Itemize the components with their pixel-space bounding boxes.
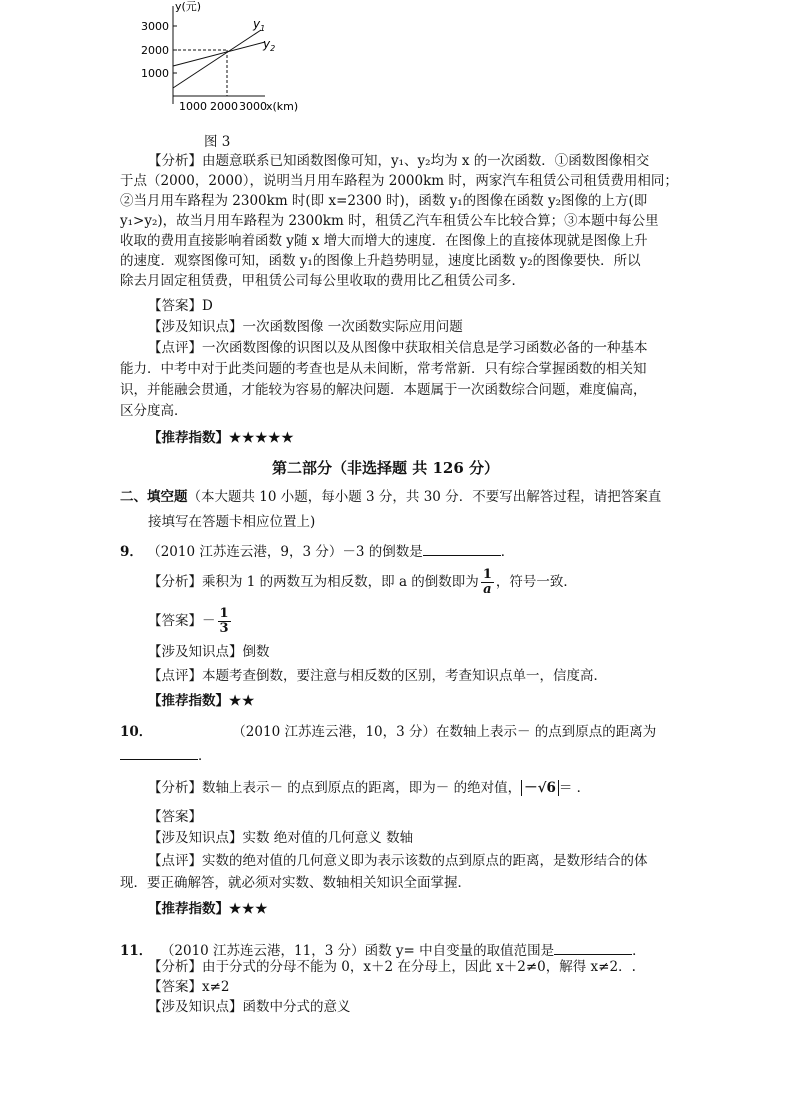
- x-tick-3000: 3000: [239, 100, 267, 113]
- q8-analysis-line-3: ②当月用车路程为 2300km 时(即 x=2300 时)，函数 y₁的图像在函数 y₂图像的上方(即: [120, 193, 648, 209]
- x-axis-label: x(km): [266, 100, 299, 113]
- y-tick-3000: 3000: [141, 20, 169, 33]
- q8-analysis-line-6: 的速度．观察图像可知，函数 y₁的图像上升趋势明显，速度比函数 y₂的图像要快．所以: [120, 253, 641, 269]
- section-heading: 二、填空题（本大题共 10 小题，每小题 3 分，共 30 分．不要写出解答过程，请把答案直: [120, 489, 662, 505]
- y-tick-1000: 1000: [141, 67, 169, 80]
- q10-stars: ★★★: [229, 901, 269, 917]
- q8-knowledge: 【涉及知识点】一次函数图像 一次函数实际应用问题: [148, 319, 463, 335]
- q10-analysis: 【分析】数轴上表示－ 的点到原点的距离，即为－ 的绝对值， －√6 ＝ ．: [148, 780, 591, 796]
- q9-answer-fraction: $\frac{1}{3}$: [219, 606, 229, 636]
- q8-comment-line-2: 能力．中考中对于此类问题的考查也是从未间断，常考常新．只有综合掌握函数的相关知: [120, 361, 647, 377]
- q10-comment-line-1: 【点评】实数的绝对值的几何意义即为表示该数的点到原点的距离，是数形结合的体: [148, 853, 648, 869]
- q10-stem-blank: ．: [120, 744, 212, 764]
- q8-recommend: 【推荐指数】★★★★★: [148, 430, 295, 446]
- q8-analysis-line-7: 除去月固定租赁费，甲租赁公司每公里收取的费用比乙租赁公司多．: [120, 273, 525, 289]
- line2-label: $y_2$: [263, 37, 276, 53]
- line1-label: $y_1$: [253, 17, 266, 33]
- y-axis-label: y(元): [175, 0, 202, 13]
- q9-knowledge: 【涉及知识点】倒数: [148, 644, 270, 660]
- q10-stem: 10． （2010 江苏连云港，10，3 分）在数轴上表示－ 的点到原点的距离为: [120, 724, 657, 740]
- q10-comment-line-2: 现．要正确解答，就必须对实数、数轴相关知识全面掌握．: [120, 875, 471, 891]
- q11-blank: [554, 954, 632, 955]
- q11-answer: 【答案】x≠2: [148, 979, 230, 995]
- q9-fraction: $\frac{1}{a}$: [482, 567, 492, 597]
- q10-blank: [120, 759, 198, 760]
- q8-comment-line-3: 识，并能融会贯通，才能较为容易的解决问题．本题属于一次函数综合问题，难度偏高，: [120, 382, 647, 398]
- x-tick-2000: 2000: [210, 100, 238, 113]
- q11-stem: 11． （2010 江苏连云港，11，3 分）函数 y= 中自变量的取值范围是 ．: [120, 943, 646, 959]
- q9-answer: 【答案】－ $\frac{1}{3}$: [148, 606, 229, 636]
- q9-stars: ★★: [229, 693, 256, 709]
- q11-analysis: 【分析】由于分式的分母不能为 0，x＋2 在分母上，因此 x＋2≠0，解得 x≠2．.: [148, 959, 636, 975]
- q8-analysis-line-2: 于点（2000，2000），说明当月用车路程为 2000km 时，两家汽车租赁公司租赁费用相同；: [120, 173, 678, 189]
- q8-comment-line-1: 【点评】一次函数图像的识图以及从图像中获取相关信息是学习函数必备的一种基本: [148, 340, 648, 356]
- part2-title: 第二部分（非选择题 共 126 分）: [272, 459, 499, 477]
- x-tick-1000: 1000: [179, 100, 207, 113]
- q9-comment: 【点评】本题考查倒数，要注意与相反数的区别，考查知识点单一，信度高．: [148, 668, 607, 684]
- q8-analysis-line-4: y₁>y₂)，故当月用车路程为 2300km 时，租赁乙汽车租赁公车比较合算；③本题中每公里: [120, 213, 659, 229]
- q8-analysis-line-1: 【分析】由题意联系已知函数图像可知，y₁、y₂均为 x 的一次函数．①函数图像相交: [148, 153, 650, 169]
- q10-knowledge: 【涉及知识点】实数 绝对值的几何意义 数轴: [148, 830, 414, 846]
- q11-knowledge: 【涉及知识点】函数中分式的意义: [148, 999, 351, 1015]
- q8-answer: 【答案】D: [148, 298, 213, 314]
- function-graph: [135, 0, 315, 122]
- figure-caption: 图 3: [204, 134, 231, 150]
- section-note-line-2: 接填写在答题卡相应位置上): [148, 514, 316, 530]
- q10-answer: 【答案】: [148, 809, 202, 825]
- q8-stars: ★★★★★: [229, 430, 295, 446]
- q8-analysis-line-5: 收取的费用直接影响着函数 y随 x 增大而增大的速度．在图像上的直接体现就是图像上升: [120, 233, 648, 249]
- q8-comment-line-4: 区分度高．: [120, 403, 188, 419]
- y-tick-2000: 2000: [141, 44, 169, 57]
- q9-analysis: 【分析】乘积为 1 的两数互为相反数，即 a 的倒数即为 $\frac{1}{a}$ ，符号一致．: [148, 567, 577, 597]
- line-y1: [173, 30, 261, 88]
- q9-recommend: 【推荐指数】★★: [148, 693, 256, 709]
- q10-abs-expr: －√6: [521, 780, 559, 796]
- q9-stem: 9． （2010 江苏连云港，9，3 分）－3 的倒数是 ．: [120, 544, 515, 560]
- q9-blank: [423, 555, 501, 556]
- q10-recommend: 【推荐指数】★★★: [148, 901, 269, 917]
- line-y2: [173, 42, 265, 66]
